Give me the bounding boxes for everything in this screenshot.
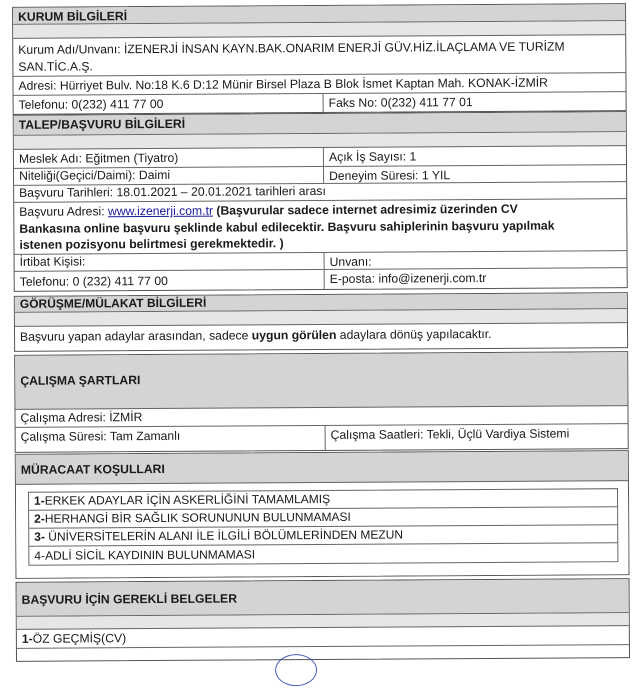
basvuru-adresi bbox=[14, 199, 626, 255]
talep-adres-row bbox=[14, 199, 626, 255]
gorusme-text bbox=[15, 323, 627, 346]
meslek-adi: Meslek Adı: Eğitmen (Tiyatro) bbox=[14, 148, 324, 168]
talep-eposta: E-posta: info@izenerji.com.tr bbox=[329, 270, 487, 286]
belgeler-header-row bbox=[17, 579, 629, 617]
calisma-table bbox=[14, 351, 629, 453]
calisma-sure-row bbox=[16, 424, 628, 452]
belgeler-header: BAŞVURU İÇİN GEREKLİ BELGELER bbox=[21, 591, 238, 607]
basvuru-tarihleri: Başvuru Tarihleri: 18.01.2021 – 20.01.2021 tarihleri arası bbox=[19, 183, 326, 200]
calisma-header-row bbox=[15, 352, 627, 410]
belgeler-table bbox=[16, 578, 630, 662]
talep-header: TALEP/BAŞVURU BİLGİLERİ bbox=[18, 116, 186, 132]
muracaat-list-wrap bbox=[16, 488, 629, 578]
nitelik: Niteliği(Geçici/Daimi): Daimi bbox=[14, 167, 324, 185]
kurum-telefon-row bbox=[14, 92, 626, 114]
muracaat-header: MÜRACAAT KOŞULLARI bbox=[20, 461, 165, 477]
gorusme-text-row bbox=[15, 323, 627, 351]
gorusme-header: GÖRÜŞME/MÜLAKAT BİLGİLERİ bbox=[19, 295, 207, 311]
basvuru-adresi-note-2: Bankasına online başvuru şeklinde kabul edilecektir. Başvuru sahiplerinin başvuru yapılmak bbox=[19, 218, 555, 236]
basvuru-adresi-label: Başvuru Adresi: bbox=[19, 204, 105, 219]
calisma-saatleri: Çalışma Saatleri: Tekli, Üçlü Vardiya Sistemi bbox=[330, 426, 570, 442]
kurum-faks: Faks No: 0(232) 411 77 01 bbox=[328, 95, 473, 110]
deneyim-suresi: Deneyim Süresi: 1 YIL bbox=[329, 168, 451, 183]
muracaat-item-1: 1-ERKEK ADAYLAR İÇİN ASKERLİĞİNİ TAMAMLAMIŞ bbox=[33, 491, 331, 508]
talep-table bbox=[13, 111, 628, 292]
stamp-mark bbox=[275, 654, 317, 686]
muracaat-item bbox=[29, 543, 617, 565]
muracaat-table bbox=[15, 450, 630, 579]
calisma-adresi: Çalışma Adresi: İZMİR bbox=[20, 410, 143, 425]
kurum-adi-row bbox=[13, 35, 625, 77]
gorusme-text-pre: Başvuru yapan adaylar arasından, sadece bbox=[19, 328, 249, 344]
gorusme-table bbox=[14, 292, 628, 352]
basvuru-adresi-note-1: (Başvurular sadece internet adresimiz üzerinden CV bbox=[216, 201, 518, 218]
muracaat-item-2: 2-HERHANGİ BİR SAĞLIK SORUNUNUN BULUNMAMASI bbox=[34, 509, 351, 526]
gorusme-text-bold: uygun görülen bbox=[251, 327, 337, 343]
belgeler-item-1: 1-ÖZ GEÇMİŞ(CV) bbox=[21, 631, 127, 646]
calisma-header: ÇALIŞMA ŞARTLARI bbox=[20, 373, 141, 388]
kurum-telefon: Telefonu: 0(232) 411 77 00 bbox=[14, 94, 324, 114]
kurum-adi-line1: Kurum Adı/Unvanı: İZENERJİ İNSAN KAYN.BAK.ONARIM ENERJİ GÜV.HİZ.İLAÇLAMA VE TURİZM bbox=[18, 39, 565, 57]
kurum-header: KURUM BİLGİLERİ bbox=[18, 9, 128, 24]
irtibat-kisisi: İrtibat Kişisi: bbox=[15, 253, 325, 271]
kurum-adi bbox=[13, 35, 625, 78]
muracaat-item-4: 4-ADLİ SİCİL KAYDININ BULUNMAMASI bbox=[34, 547, 256, 563]
muracaat-header-row bbox=[16, 451, 628, 485]
belgeler-empty-row bbox=[17, 645, 629, 661]
irtibat-unvani: Unvanı: bbox=[329, 254, 372, 269]
calisma-suresi: Çalışma Süresi: Tam Zamanlı bbox=[16, 426, 326, 452]
basvuru-adresi-note-3: istenen pozisyonu belirtmesi gerekmektedir. ) bbox=[19, 236, 284, 252]
talep-telefon-row bbox=[15, 268, 627, 291]
kurum-adres: Adresi: Hürriyet Bulv. No:18 K.6 D:12 Münir Birsel Plaza B Blok İsmet Kaptan Mah. KONAK-İZMİR bbox=[18, 75, 548, 93]
acik-is-sayisi: Açık İş Sayısı: 1 bbox=[328, 149, 417, 164]
kurum-table bbox=[12, 3, 627, 115]
talep-telefon: Telefonu: 0 (232) 411 77 00 bbox=[15, 270, 325, 291]
gorusme-text-post: adaylara dönüş yapılacaktır. bbox=[339, 326, 492, 342]
kurum-adi-line2: SAN.TİC.A.Ş. bbox=[18, 59, 93, 74]
muracaat-list bbox=[28, 488, 618, 566]
muracaat-item-3: 3- ÜNİVERSİTELERİN ALANI İLE İLGİLİ BÖLÜMLERİNDEN MEZUN bbox=[34, 527, 404, 544]
basvuru-adresi-link[interactable]: www.izenerji.com.tr bbox=[107, 203, 214, 219]
